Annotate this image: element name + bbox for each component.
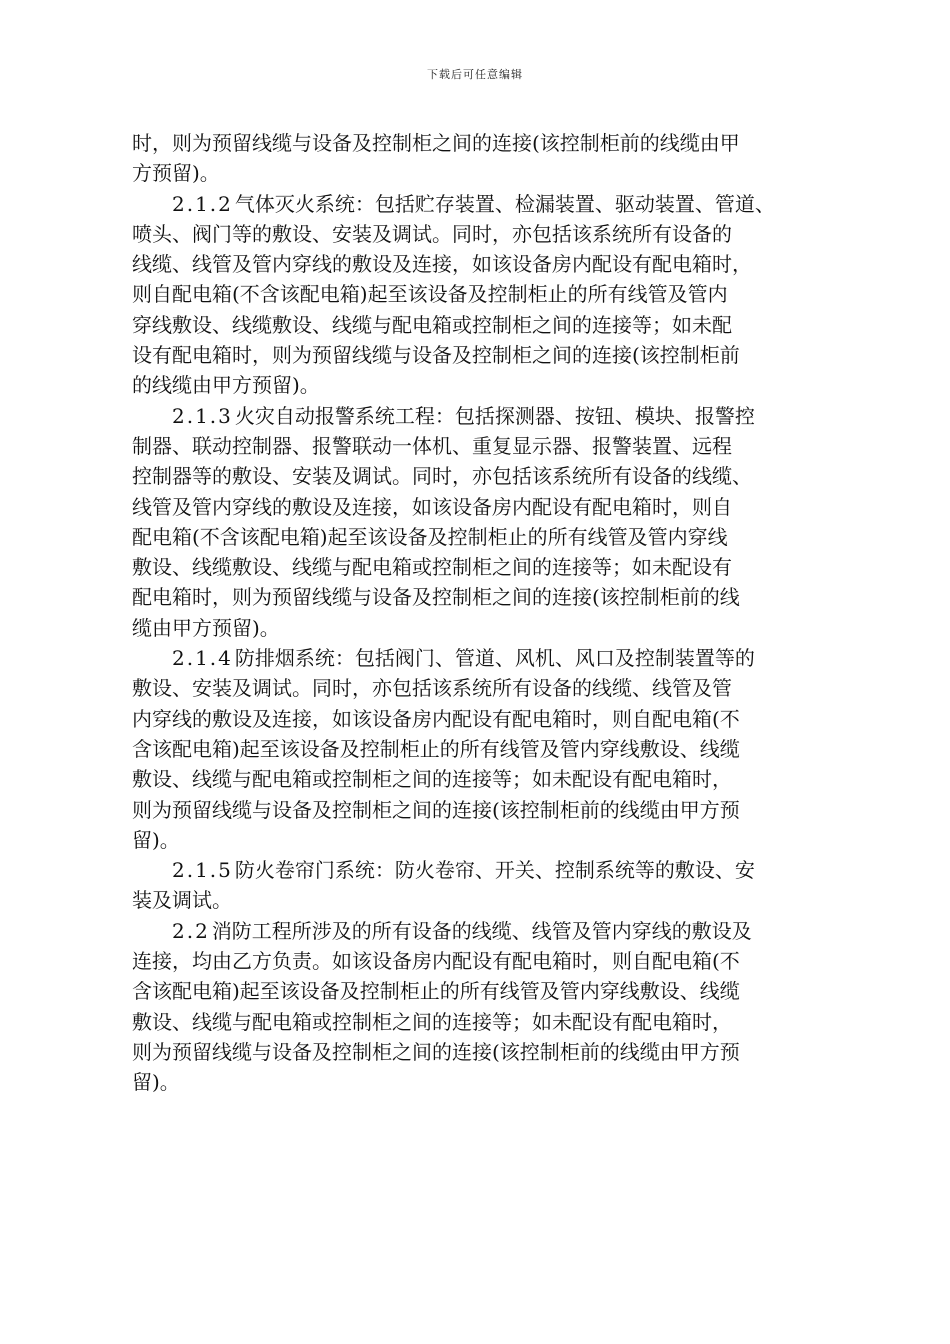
section-number: 2.1.3 [172, 403, 233, 428]
text-line [132, 946, 822, 976]
text-line [132, 401, 822, 431]
line-text: 火灾自动报警系统工程：包括探测器、按钮、模块、报警控 [234, 403, 755, 428]
text-line [132, 340, 822, 370]
text-line [132, 704, 822, 734]
line-text: 穿线敷设、线缆敷设、线缆与配电箱或控制柜之间的连接等；如未配 [132, 312, 732, 337]
text-line [132, 795, 822, 825]
section-number: 2.2 [172, 918, 210, 943]
text-line [132, 158, 822, 188]
text-line [132, 461, 822, 491]
text-line [132, 885, 822, 915]
line-text: 气体灭火系统：包括贮存装置、检漏装置、驱动装置、管道、 [234, 191, 775, 216]
text-line [132, 643, 822, 673]
line-text: 则为预留线缆与设备及控制柜之间的连接(该控制柜前的线缆由甲方预 [132, 1039, 740, 1064]
line-text: 敷设、线缆与配电箱或控制柜之间的连接等；如未配设有配电箱时， [132, 1009, 732, 1034]
text-line [132, 1067, 822, 1097]
text-line [132, 279, 822, 309]
line-text: 敷设、线缆与配电箱或控制柜之间的连接等；如未配设有配电箱时， [132, 767, 732, 792]
line-text: 则自配电箱(不含该配电箱)起至该设备及控制柜止的所有线管及管内 [132, 282, 728, 307]
line-text: 制器、联动控制器、报警联动一体机、重复显示器、报警装置、远程 [132, 433, 732, 458]
text-line [132, 128, 822, 158]
line-text: 方预留)。 [132, 161, 220, 186]
text-line [132, 855, 822, 885]
text-line [132, 370, 822, 400]
text-line [132, 976, 822, 1006]
line-text: 防火卷帘门系统：防火卷帘、开关、控制系统等的敷设、安 [234, 858, 755, 883]
text-line [132, 219, 822, 249]
line-text: 则为预留线缆与设备及控制柜之间的连接(该控制柜前的线缆由甲方预 [132, 797, 740, 822]
text-line [132, 189, 822, 219]
text-line [132, 764, 822, 794]
text-line [132, 310, 822, 340]
line-text: 线缆、线管及管内穿线的敷设及连接，如该设备房内配设有配电箱时， [132, 252, 752, 277]
line-text: 敷设、线缆敷设、线缆与配电箱或控制柜之间的连接等；如未配设有 [132, 555, 732, 580]
line-text: 装及调试。 [132, 888, 232, 913]
line-text: 的线缆由甲方预留)。 [132, 373, 320, 398]
line-text: 内穿线的敷设及连接，如该设备房内配设有配电箱时，则自配电箱(不 [132, 706, 740, 731]
line-text: 缆由甲方预留)。 [132, 615, 280, 640]
line-text: 留)。 [132, 827, 180, 852]
line-text: 含该配电箱)起至该设备及控制柜止的所有线管及管内穿线敷设、线缆 [132, 979, 740, 1004]
text-line [132, 582, 822, 612]
text-line [132, 249, 822, 279]
line-text: 控制器等的敷设、安装及调试。同时，亦包括该系统所有设备的线缆、 [132, 464, 752, 489]
text-line [132, 1037, 822, 1067]
text-line [132, 916, 822, 946]
line-text: 配电箱(不含该配电箱)起至该设备及控制柜止的所有线管及管内穿线 [132, 524, 728, 549]
text-line [132, 825, 822, 855]
document-body [132, 128, 822, 1098]
section-number: 2.1.2 [172, 191, 233, 216]
page-header: 下载后可任意编辑 [427, 68, 523, 81]
line-text: 连接，均由乙方负责。如该设备房内配设有配电箱时，则自配电箱(不 [132, 949, 740, 974]
line-text: 喷头、阀门等的敷设、安装及调试。同时，亦包括该系统所有设备的 [132, 221, 732, 246]
text-line [132, 1007, 822, 1037]
text-line [132, 552, 822, 582]
line-text: 时，则为预留线缆与设备及控制柜之间的连接(该控制柜前的线缆由甲 [132, 131, 740, 155]
text-line [132, 734, 822, 764]
line-text: 含该配电箱)起至该设备及控制柜止的所有线管及管内穿线敷设、线缆 [132, 736, 740, 761]
section-number: 2.1.5 [172, 858, 233, 883]
line-text: 设有配电箱时，则为预留线缆与设备及控制柜之间的连接(该控制柜前 [132, 343, 740, 368]
line-text: 配电箱时，则为预留线缆与设备及控制柜之间的连接(该控制柜前的线 [132, 585, 740, 610]
text-line [132, 673, 822, 703]
line-text: 线管及管内穿线的敷设及连接，如该设备房内配设有配电箱时，则自 [132, 494, 732, 519]
section-number: 2.1.4 [172, 646, 233, 671]
text-line [132, 431, 822, 461]
text-line [132, 522, 822, 552]
line-text: 留)。 [132, 1070, 180, 1095]
text-line [132, 492, 822, 522]
line-text: 敷设、安装及调试。同时，亦包括该系统所有设备的线缆、线管及管 [132, 676, 732, 701]
text-line [132, 613, 822, 643]
line-text: 防排烟系统：包括阀门、管道、风机、风口及控制装置等的 [234, 646, 755, 671]
line-text: 消防工程所涉及的所有设备的线缆、线管及管内穿线的敷设及 [211, 918, 752, 943]
